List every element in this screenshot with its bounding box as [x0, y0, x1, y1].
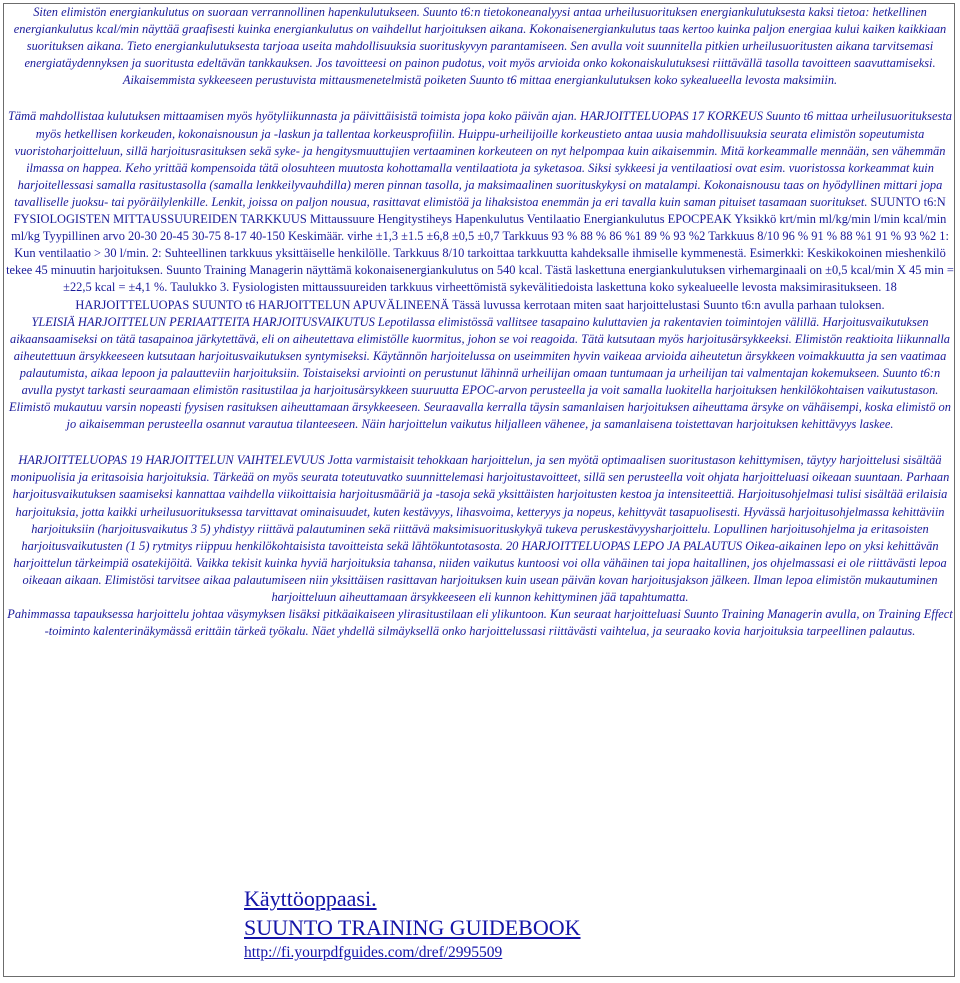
paragraph-energy-consumption: Siten elimistön energiankulutus on suoraan verrannollinen hapenkulutukseen. Suunto t6:n tietokoneanalyysi antaa urheilusuorituksen energiankulutuksesta kaksi tietoa: hetkellinen energiankulutus kcal/min näyttää graafisesti kuinka energiankulutus on vaihdellut harjoituksen aikana. Kokonaisenergiankulutus taas kertoo kuinka paljon energiaa kului kaiken kaikkiaan suorituksen aikana. Tieto energiankulutuksesta tarjoaa useita mahdollisuuksia suorituskyvyn parantamiseen. Sen avulla voit suunnitella pitkien urheilusuoritusten aikana tarvitsemasi energiatäydennyksen ja suoritusta edeltävän tankkauksen. Jos tavoitteesi on painon pudotus, voit myös arvioida onko kokonaiskulutuksesi riittävällä tasolla tavoitteen saavuttamiseksi. Aikaisemmista sykkeeseen perustuvista mittausmenetelmistä poiketen Suunto t6 mittaa energiankulutuksen koko sykealueella levosta maksimiin.	[13, 5, 947, 88]
accuracy-table-text: SUUNTO t6:N FYSIOLOGISTEN MITTAUSSUUREIDEN TARKKUUS Mittaussuure Hengitystiheys Hapenkulutus Ventilaatio Energiankulutus EPOCPEAK Yksikkö krt/min ml/kg/min l/min kcal/min ml/kg Tyypillinen arvo 20-30 20-45 30-75 8-17 40-150 Keskimäär. virhe ±1,3 ±1.5 ±6,8 ±0,5 ±0,7 Tarkkuus 93 % 88 % 86 %1 89 % 93 %2 Tarkkuus 8/10 96 % 91 % 88 %1 91 % 93 %2 1: Kun ventilaatio > 30 l/min. 2: Suhteellinen tarkkuus yksittäiselle henkilölle. Tarkkuus 8/10 tarkoittaa tarkkuutta kahdeksalle ihmiselle kymmenestä. Esimerkki: Keskikokoinen mieshenkilö tekee 45 minuutin harjoituksen. Suunto Training Managerin näyttämä kokonaisenergiankulutus on 540 kcal. Tästä laskettuna energiankulutuksen virhemarginaali on ±0,5 kcal/min X 45 min = ±22,5 kcal = ±4,1 %. Taulukko 3. Fysiologisten mittaussuureiden tarkkuus virheettömistä sykevälitiedoista laskettuna koko sykealueelle levosta maksimirasitukseen. 18 HARJOITTELUOPAS SUUNTO t6 HARJOITTELUN APUVÄLINEENÄ Tässä luvussa kerrotaan miten saat harjoittelustasi Suunto t6:n avulla parhaan tuloksen.	[6, 194, 954, 312]
manual-link[interactable]: Käyttöoppaasi.	[244, 886, 377, 911]
altitude-text: Tämä mahdollistaa kulutuksen mittaamisen myös hyötyliikunnasta ja päivittäisistä toimista jopa koko päivän ajan. HARJOITTELUOPAS 17 KORKEUS Suunto t6 mittaa urheilusuorituksesta myös hetkellisen korkeuden, kokonaisnousun ja -laskun ja tallentaa korkeusprofiilin. Huippu-urheilijoille korkeustieto antaa uusia mahdollisuuksia seurata elimistön sopeutumista vuoristoharjoitteluun, sillä harjoitusrasituksen sekä syke- ja hengitysmuuttujien vertaaminen korkeuteen on nyt helpompaa kuin aikaisemmin. Mitä korkeammalle mennään, sen vähemmän ilmassa on happea. Keho yrittää kompensoida tätä olosuhteen muutosta kohottamalla ventilaatiota ja syketasoa. Siksi sykkeesi ja ventilaatiosi ovat esim. vuoristossa korkeammat kuin harjoitellessasi samalla rasitustasolla (samalla lenkkeilyvauhdilla) meren pinnan tasolla, ja maksimaalinen suorituskykysi on matalampi. Kokonaisnousu taas on hyödyllinen mittari jopa tavalliselle juoksu- tai pyöräilylenkille. Lenkit, joissa on paljon nousua, rasittavat elimistöä ja lihaksistoa enemmän ja eri tavalla kuin saman pituiset tasamaan suoritukset.	[8, 109, 952, 209]
paragraph-training-variety: HARJOITTELUOPAS 19 HARJOITTELUN VAIHTELEVUUS Jotta varmistaisit tehokkaan harjoittelun, ja sen myötä optimaalisen suoritustason kehittymisen, täytyy harjoittelusi sisältää monipuolisia ja eritasoisia harjoituksia. Tärkeää on myös seurata toteutuvatko suunnittelemasi harjoitustavoitteet, sillä sen perusteella voit ohjata harjoitteluasi oikeaan suuntaan. Parhaan harjoitusvaikutuksen saamiseksi kannattaa vaihdella viikoittaisia harjoitusmääriä ja -tasoja sekä yksittäisten harjoitusten kestoa ja intensiteettiä. Harjoitusohjelmasi tulisi sisältää erilaisia harjoituksia, jotta kaikki urheilusuorituksessa tarvittavat ominaisuudet, kuten kestävyys, lihasvoima, ketteryys ja nopeus, kehittyvät tasapuolisesti. Hyvässä harjoitusohjelmassa kehittäviin harjoituksiin (harjoitusvaikutus 3 5) yhdistyy riittävä palautuminen sekä riittävä maksimisuorituskykyä tukeva peruskestävyysharjoittelu. Lopullinen harjoitusohjelma ja eritasoisten harjoitusvaikutusten (1 5) rytmitys riippuu henkilökohtaisista tavoitteista sekä lähtökuntotasosta. 20 HARJOITTELUOPAS LEPO JA PALAUTUS Oikea-aikainen lepo on yksi kehittävän harjoittelun tärkeimpiä osatekijöitä. Vaikka tekisit kuinka hyviä harjoituksia tahansa, niiden vaikutus kuntoosi voi olla vähäinen tai jopa haitallinen, jos ohjelmassasi ei ole riittävästi lepoa oikeaan aikaan. Elimistösi tarvitsee aikaa palautumiseen niin yksittäisen rasittavan harjoituksen kuin usean päivän kovan harjoitusjakson jälkeen. Ilman lepoa elimistön mukautuminen harjoitteluun aiheuttamaan ärsykkeeseen eli kunnon kehittyminen jää tapahtumatta.	[10, 453, 950, 604]
footer-links	[244, 885, 581, 964]
paragraph-training-principles: YLEISIÄ HARJOITTELUN PERIAATTEITA HARJOITUSVAIKUTUS Lepotilassa elimistössä vallitsee tasapaino kuluttavien ja rakentavien toimintojen välillä. Harjoitusvaikutuksen aikaansaamiseksi on tätä tasapainoa järkytettävä, eli on aiheutettava elimistölle kuormitus, johon se voi reagoida. Tätä kutsutaan myös harjoitusärsykkeeksi. Elimistön reaktioita liikunnalla aiheutettuun ärsykkeeseen kutsutaan harjoitusvaikutuksen syntymiseksi. Käytännön harjoitelussa on useimmiten hyvin vaikeaa arvioida aiheutetun ärsykkeen voimakkuutta ja sen vaatimaa palautumista, aikaa lepoon ja palautteviin harjoituksiin. Toistaiseksi arviointi on perustunut lähinnä urheilijan omaan tuntumaan ja urheilijan tai valmentajan kokemukseen. Suunto t6:n avulla pystyt tarkasti seuraamaan elimistön rasitustilaa ja harjoitusärsykkeen suuruutta EPOC-arvon perusteella ja voit samalla luokitella harjoituksen henkilökohtaisen vaikutustason. Elimistö mukautuu varsin nopeasti fyysisen rasituksen aiheuttamaan ärsykkeeseen. Seuraavalla kerralla täysin samanlaisen harjoituksen aiheuttama ärsyke on vähäisempi, koska elimistö on jo aikaisemman perusteella osannut varautua tilanteeseen. Näin harjoittelun vaikutus hiljalleen vähenee, ja samanlaisena toistettavan harjoituksen kehittävyys laskee.	[9, 314, 951, 432]
paragraph-overtraining: Pahimmassa tapauksessa harjoittelu johtaa väsymyksen lisäksi pitkäaikaiseen ylirasitustilaan eli ylikuntoon. Kun seuraat harjoitteluasi Suunto Training Managerin avulla, on Training Effect -toiminto kalenterinäkymässä erittäin tärkeä työkalu. Näet yhdellä silmäyksellä onko harjoittelussasi riittävästi vaihtelua, ja seuraako kovia harjoituksia tarpeellinen palautus.	[7, 607, 953, 639]
paragraph-altitude-and-accuracy	[6, 108, 954, 313]
source-url-link[interactable]: http://fi.yourpdfguides.com/dref/2995509	[244, 944, 503, 961]
document-body	[6, 4, 954, 640]
guidebook-link[interactable]: SUUNTO TRAINING GUIDEBOOK	[244, 915, 581, 940]
